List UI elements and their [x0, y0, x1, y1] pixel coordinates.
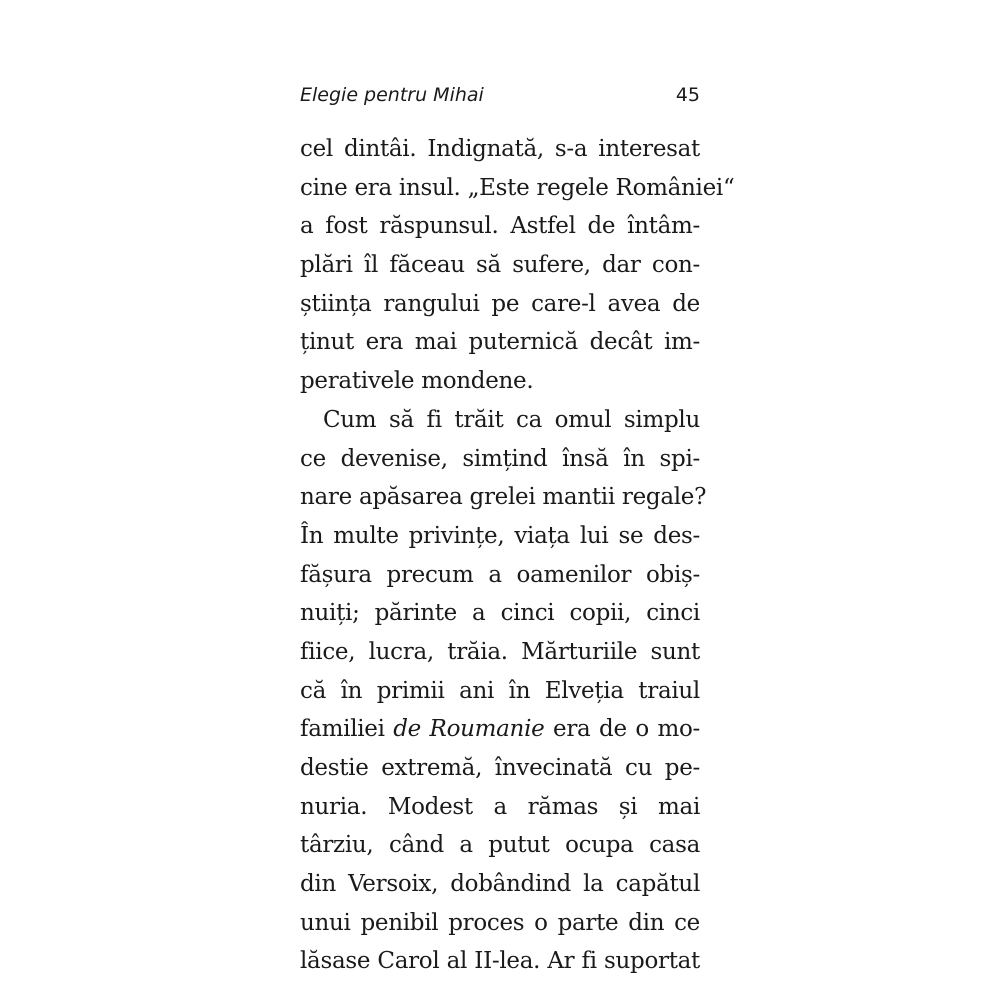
text-line: târziu, când a putut ocupa casa: [300, 832, 700, 859]
text-segment: familiei: [300, 716, 394, 743]
text-line: unui penibil proces o parte din ce: [300, 909, 700, 936]
text-line: fiice, lucra, trăia. Mărturiile sunt: [300, 638, 700, 665]
text-line: plări îl făceau să sufere, dar con-: [300, 252, 700, 279]
running-header: [300, 80, 700, 110]
text-line: fășura precum a oamenilor obiș-: [300, 561, 700, 588]
text-line: ce devenise, simțind însă în spi-: [300, 445, 700, 472]
text-line: ținut era mai puternică decât im-: [300, 329, 700, 356]
text-line: Cum să fi trăit ca omul simplu: [323, 406, 700, 433]
page-number: 45: [675, 84, 700, 106]
text-line: În multe privințe, viața lui se des-: [300, 522, 700, 549]
text-line: că în primii ani în Elveția traiul: [300, 677, 700, 704]
text-line: cine era insul. „Este regele României“: [300, 174, 735, 201]
text-line: nuiți; părinte a cinci copii, cinci: [300, 600, 700, 627]
text-line: perativele mondene.: [300, 368, 534, 395]
text-line-with-italic: [300, 710, 700, 749]
body-text: [300, 130, 735, 981]
text-line: nuria. Modest a rămas și mai: [300, 793, 700, 820]
text-line: din Versoix, dobândind la capătul: [300, 871, 700, 898]
paragraph-1: [300, 130, 735, 401]
running-title: Elegie pentru Mihai: [300, 84, 484, 106]
paragraph-2: [300, 401, 707, 981]
text-line: destie extremă, învecinată cu pe-: [300, 755, 700, 781]
text-line: nare apăsarea grelei mantii regale?: [300, 484, 707, 511]
italic-phrase: de Roumanie: [393, 716, 545, 743]
text-line: cel dintâi. Indignată, s-a interesat: [300, 136, 700, 162]
text-segment: era de o mo-: [544, 716, 700, 743]
text-line: lăsase Carol al II-lea. Ar fi suportat: [300, 948, 700, 975]
text-line: știința rangului pe care-l avea de: [300, 290, 700, 317]
text-line: a fost răspunsul. Astfel de întâm-: [300, 213, 700, 240]
